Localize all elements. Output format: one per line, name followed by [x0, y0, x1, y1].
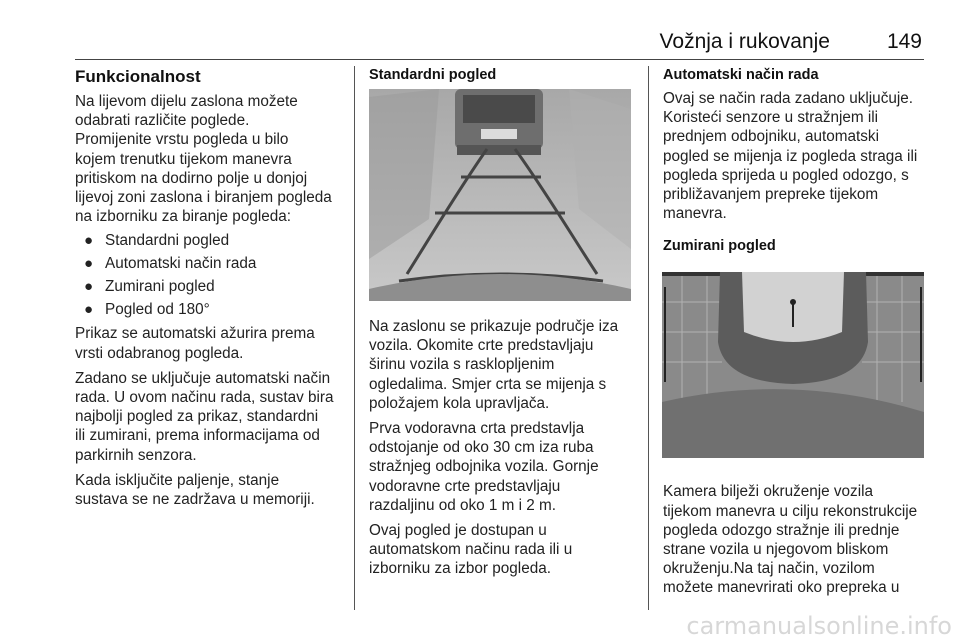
header-divider [75, 59, 924, 60]
running-header-title: Vožnja i rukovanje [659, 30, 830, 53]
column-divider-2 [648, 66, 649, 610]
zoomed-top-view-image [662, 272, 924, 458]
paragraph: Prikaz se automatski ažurira prema vrsti odabranog pogleda. [75, 325, 315, 362]
section-heading-funkcionalnost: Funkcionalnost [75, 67, 201, 86]
bullet-icon: ● [84, 232, 94, 250]
paragraph: Na lijevom dijelu zaslona možete odabrati različite poglede. Promijenite vrstu pogleda u bilo kojem trenutku tijekom manevra pritiskom na dodirno polje u donjoj lijevoj zoni zaslona i biranjem pogleda na izborniku za biranje pogleda: [75, 93, 332, 226]
section-heading-zumirani-pogled: Zumirani pogled [663, 238, 776, 255]
paragraph: Kada isključite paljenje, stanje sustava se ne zadržava u memoriji. [75, 471, 315, 509]
paragraph: Prva vodoravna crta predstavlja odstojanje od oko 30 cm iza ruba stražnjeg odbojnika vozila. Gornje vodoravne crte predstavljaju razdaljinu od oko 1 m i 2 m. [369, 420, 599, 514]
column-3 [663, 66, 925, 604]
bullet-icon: ● [84, 278, 94, 296]
column-2 [369, 66, 633, 585]
column-divider-1 [354, 66, 355, 610]
list-item: ● Pogled od 180° [84, 301, 210, 319]
list-item: ● Zumirani pogled [84, 278, 215, 296]
bullet-icon: ● [84, 301, 94, 319]
watermark-text: carmanualsonline.info [686, 612, 952, 640]
page-number: 149 [886, 30, 922, 53]
column-1 [75, 66, 349, 515]
section-heading-automatski-nacin-rada: Automatski način rada [663, 67, 819, 83]
paragraph: Ovaj pogled je dostupan u automatskom načinu rada ili u izborniku za izbor pogleda. [369, 522, 573, 578]
paragraph: Zadano se uključuje automatski način rada. U ovom načinu rada, sustav bira najbolji pogled za prikaz, standardni ili zumirani, prema informacijama od parkirnih senzora. [75, 369, 334, 464]
view-options-list [75, 232, 349, 318]
paragraph: Kamera bilježi okruženje vozila tijekom manevra u cilju rekonstrukcije pogleda odozgo stražnje ili prednje strane vozila u njegovom bliskom okruženju.Na taj način, vozilom možete manevrirati oko prepreka u [663, 483, 918, 597]
paragraph: Na zaslonu se prikazuje područje iza vozila. Okomite crte predstavljaju širinu vozila s rasklopljenim ogledalima. Smjer crta se mijenja s položajem kola upravljača. [369, 318, 619, 412]
list-item: ● Standardni pogled [84, 232, 230, 250]
bullet-icon: ● [84, 255, 94, 273]
paragraph: Ovaj se način rada zadano uključuje. Koristeći senzore u stražnjem ili prednjem odbojniku, automatski pogled se mijenja iz pogleda straga ili pogleda sprijeda u pogled odozgo, s približavanjem prepreke tijekom manevra. [663, 90, 918, 223]
rear-camera-standard-view-image [369, 89, 631, 301]
section-heading-standardni-pogled: Standardni pogled [369, 67, 497, 83]
list-item: ● Automatski način rada [84, 255, 257, 273]
